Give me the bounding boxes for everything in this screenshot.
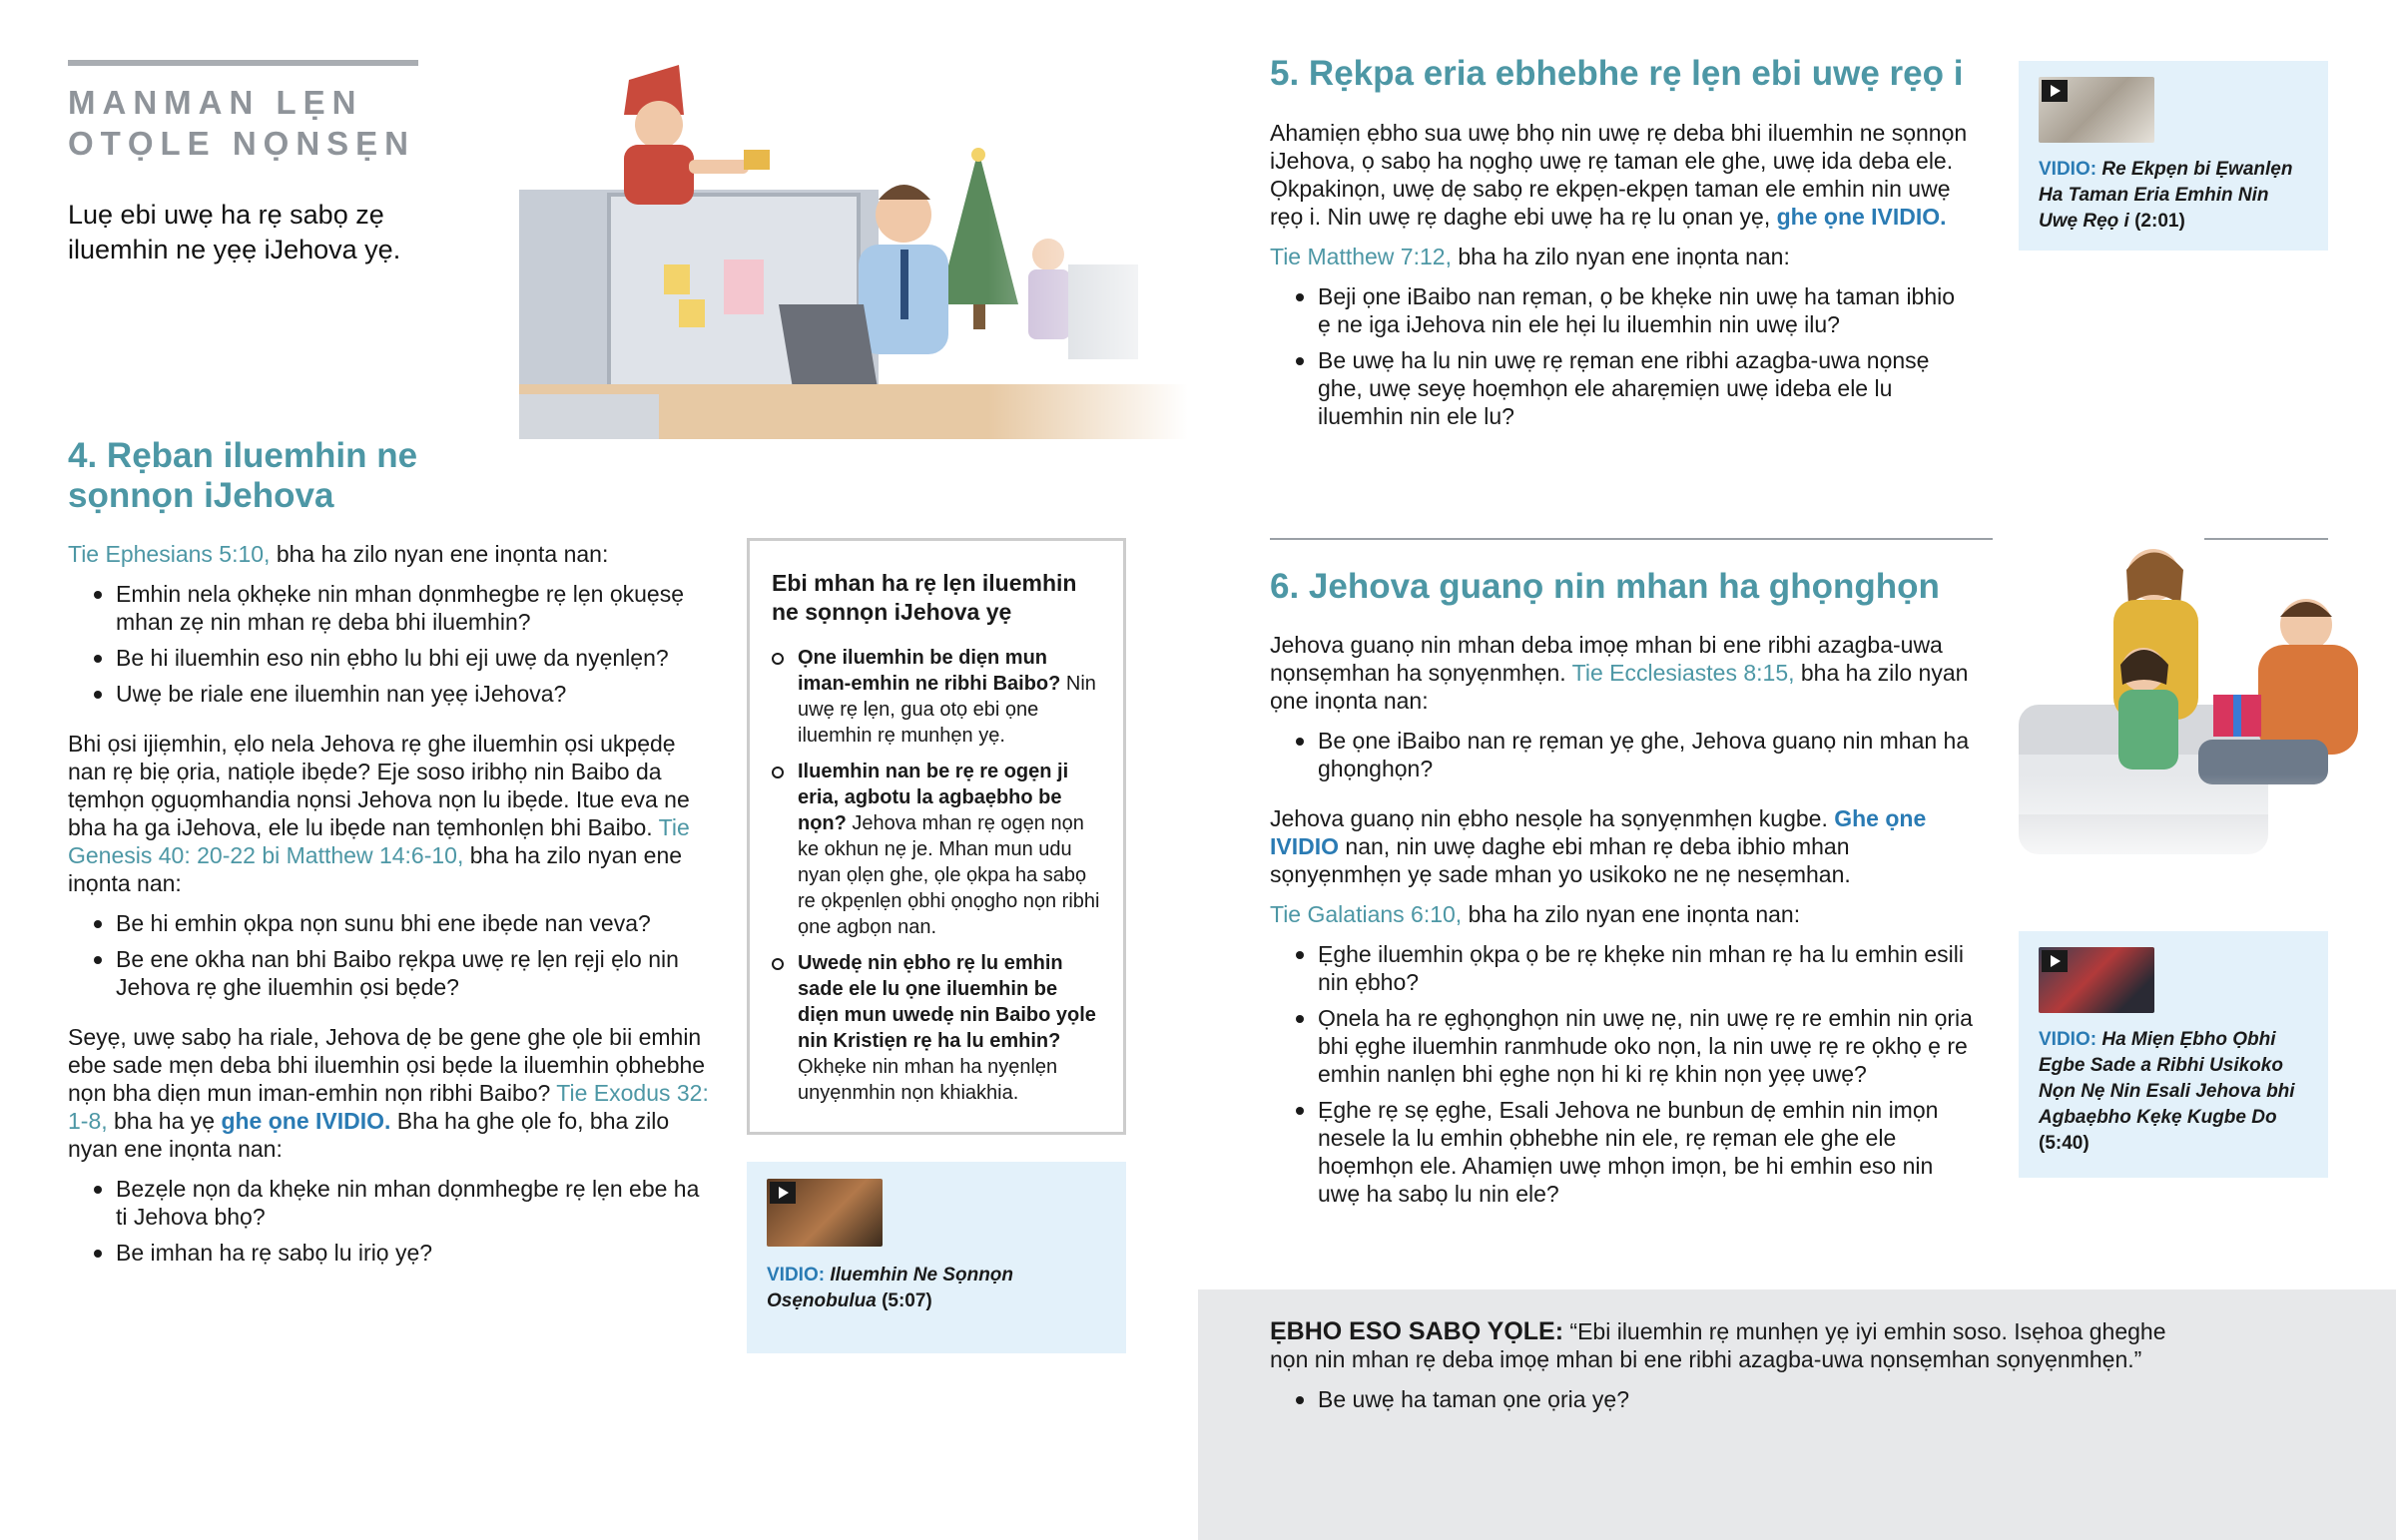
sidebar-item-answer: Nin uwẹ rẹ lẹn, gua otọ ebi ọne iluemhin rẹ munhẹn yẹ. [798,673,1096,747]
section6-para2-text: Jehova guanọ nin ẹbho nesọle ha sọnyẹnmhẹn kugbe. [1270,805,1835,831]
section4-lead [68,540,717,568]
section6-para1-text: Jehova guanọ nin mhan deba imọẹ mhan bi ene ribhi azagba-uwa nọnsẹmhan ha sọnyẹnmhẹn. [1270,632,1943,686]
sidebar-item-answer: Ọkhẹke nin mhan ha nyẹnlẹn unyẹnmhin nọn khiakhia. [798,1056,1058,1104]
video3-title[interactable]: Ha Miẹn Ẹbho Ọbhi Egbe Sade a Ribhi Usikoko Nọn Nẹ Nin Esali Jehova bhi Agbaẹbho Kẹkẹ Kugbe Do [2039,1029,2295,1128]
section4-para3-mid: bha ha yẹ [107,1108,222,1134]
intro-rule [68,60,418,66]
list-item: Be uwẹ ha lu nin uwẹ rẹ rẹman ene ribhi azagba-uwa nọnsẹ ghe, uwẹ seyẹ hoẹmhọn ele aharẹmiẹn uwẹ ideba ele lu iluemhin nin ele lu? [1270,346,1969,430]
section4-questions1 [68,580,717,708]
section4-lead-ref[interactable]: Tie Ephesians 5:10, [68,541,271,567]
play-icon[interactable] [770,1182,796,1204]
video1-caption [767,1263,1106,1314]
video3-box[interactable] [2019,931,2328,1178]
family-gift-illustration [2019,525,2378,874]
play-icon[interactable] [2042,950,2068,972]
section4-para2-ref[interactable]: Tie Genesis 40: 20-22 bi Matthew 14:6-10, [68,814,690,868]
section4-para2-tail: bha ha zilo nyan ene inọnta nan: [68,842,683,896]
video3-label: VIDIO: [2039,1029,2097,1050]
video2-caption [2039,157,2308,235]
section5-para1-text: Ahamiẹn ẹbho sua uwẹ bhọ nin uwẹ rẹ deba bhi iluemhin ne sọnnọn iJehova, ọ sabọ ha nọghọ uwẹ rẹ taman ele ghe, uwẹ ida deba ele. Ọkpakinọn, uwẹ dẹ sabọ re ekpẹn-ekpẹn taman ele emhin nin uwẹ rẹọ i. Nin uwẹ rẹ daghe ebi uwẹ ha rẹ lu ọnan yẹ, [1270,120,1968,230]
video1-box[interactable] [747,1162,1126,1353]
list-item: Ọnela ha re ẹghọnghọn nin uwẹ nẹ, nin uwẹ rẹ re emhin nin ọria bhi ẹghe iluemhin ranmhude oko nọn, la nin uwẹ rẹ re ọkhọ ẹ re emhin nanlẹn bhi ẹghe nọn hi ki rẹ khin nọn yẹẹ uwẹ? [1270,1004,1981,1088]
section4-para3-text: Seyẹ, uwẹ sabọ ha riale, Jehova dẹ be gene ghe ọle bii emhin ebe sade mẹn deba bhi iluemhin ọsi bẹde la iluemhin ọbhebhe nọn bha diẹn mun iman-emhin nọn ribhi Baibo? [68,1024,706,1106]
section4-para3-tail: Bha ha ghe ọle fo, bha zilo nyan ene inọnta nan: [68,1108,670,1162]
section6-heading: 6. Jehova guanọ nin mhan ha ghọnghọn [1270,567,1940,606]
section6-video-link[interactable]: Ghe ọne IVIDIO [1270,805,1927,859]
video2-label: VIDIO: [2039,159,2097,180]
section5-heading: 5. Rẹkpa eria ebhebhe rẹ lẹn ebi uwẹ rẹọ i [1270,54,1964,93]
list-item: Emhin nela ọkhẹke nin mhan dọnmhegbe rẹ lẹn ọkuẹsẹ mhan zẹ nin mhan rẹ deba bhi iluemhin? [68,580,717,636]
section4-para3 [68,1023,717,1163]
summary-questions [1270,1385,2208,1413]
summary-quote-paragraph [1270,1317,2208,1373]
video1-title[interactable]: Iluemhin Ne Sọnnọn Osẹnobulua [767,1265,1014,1311]
section6-questions1 [1270,727,1981,782]
sidebar-item-answer: Jehova mhan rẹ ogẹn nọn ke okhun nẹ je. Mhan mun udu nyan ọlẹn ghe, ọle ọkpa ha sabọ re ọkpẹnlẹn ọbhi ọnọgho nọn ribhi ọne agbọn nan. [798,812,1100,938]
section6-para2-tail: nan, nin uwẹ daghe ebi mhan rẹ deba ibhio mhan sọnyẹnmhẹn yẹ sade mhan yo usikoko ne nẹ nesẹmhan. [1270,833,1851,887]
list-item: Be ene okha nan bhi Baibo rẹkpa uwẹ rẹ lẹn rẹji ẹlo nin Jehova rẹ ghe iluemhin ọsi bẹde? [68,945,717,1001]
list-item: Beji ọne iBaibo nan rẹman, ọ be khẹke nin uwẹ ha taman ibhio ẹ ne iga iJehova nin ele hẹi lu iluemhin nin uwẹ ilu? [1270,282,1969,338]
intro-title-line2: OTỌLE NỌNSẸN [68,125,416,162]
section6-lead-ref[interactable]: Tie Galatians 6:10, [1270,901,1463,927]
sidebar-list [772,645,1103,1106]
intro-title-line1: MANMAN LẸN [68,84,363,121]
video1-label: VIDIO: [767,1265,826,1285]
office-party-illustration [509,55,1188,439]
list-item: Uwẹ be riale ene iluemhin nan yẹẹ iJehova? [68,680,717,708]
section4-heading: 4. Rẹban iluemhin ne sọnnọn iJehova [68,436,418,515]
video3-caption [2039,1027,2308,1157]
video1-duration: (5:07) [882,1290,932,1311]
section6-questions2 [1270,940,1981,1208]
intro-title [68,82,415,164]
sidebar-item-question: Ọne iluemhin be diẹn mun iman-emhin ne ribhi Baibo? [798,647,1061,695]
list-item: Ẹghe iluemhin ọkpa ọ be rẹ khẹke nin mhan rẹ ha lu emhin esili nin ẹbho? [1270,940,1981,996]
list-item: Be hi emhin ọkpa nọn sunu bhi ene ibẹde nan veva? [68,909,717,937]
section-divider [1270,538,1993,540]
video3-thumbnail[interactable] [2039,947,2154,1013]
summary-quote: “Ebi iluemhin rẹ munhẹn yẹ iyi emhin soso. Isẹhoa gheghe nọn nin mhan rẹ deba imọẹ mhan bi ene ribhi azagba-uwa nọnsẹmhan sọnyẹnmhẹn.” [1270,1318,2166,1372]
list-item: Be imhan ha rẹ sabọ lu iriọ yẹ? [68,1239,717,1267]
video1-thumbnail[interactable] [767,1179,883,1247]
sidebar-item [772,645,1103,749]
section6-lead [1270,900,1981,928]
list-item: Bezẹle nọn da khẹke nin mhan dọnmhegbe rẹ lẹn ebe ha ti Jehova bhọ? [68,1175,717,1231]
section6-lead-text: bha ha zilo nyan ene inọnta nan: [1462,901,1801,927]
section5-lead-ref[interactable]: Tie Matthew 7:12, [1270,244,1452,269]
video2-box[interactable] [2019,61,2328,251]
section4-para3-ref[interactable]: Tie Exodus 32: 1-8, [68,1080,709,1134]
sidebar-item-question: Uwedẹ nin ẹbho rẹ lu emhin sade ele lu ọne iluemhin be diẹn mun uwedẹ nin Baibo yọle nin Kristiẹn rẹ ha lu emhin? [798,952,1096,1052]
section5-video-link[interactable]: ghe ọne IVIDIO. [1776,204,1947,230]
sidebar-item [772,950,1103,1106]
sidebar-item-question: Iluemhin nan be rẹ re ogẹn ji eria, agbotu la agbaẹbho be nọn? [798,761,1069,834]
section4-questions3 [68,1175,717,1267]
section5-lead-text: bha ha zilo nyan ene inọnta nan: [1451,244,1790,269]
list-item: Be uwẹ ha taman ọne ọria yẹ? [1270,1385,2208,1413]
section6-para1-ref[interactable]: Tie Ecclesiastes 8:15, [1571,660,1795,686]
list-item: Be hi iluemhin eso nin ẹbho lu bhi eji uwẹ da nyẹnlẹn? [68,644,717,672]
section6-para1 [1270,631,1981,715]
section5-body [1270,119,1969,438]
section4-body [68,540,717,1275]
section6-para1-tail: bha ha zilo nyan ọne inọnta nan: [1270,660,1969,714]
sidebar-box [747,538,1126,1135]
video2-duration: (2:01) [2134,211,2185,232]
summary-content [1270,1317,2208,1421]
summary-label: ẸBHO ESO SABỌ YỌLE: [1270,1317,1564,1345]
sidebar-title: Ebi mhan ha rẹ lẹn iluemhin ne sọnnọn iJehova yẹ [772,570,1077,625]
section4-para2 [68,730,717,897]
section6-body [1270,631,1981,1216]
intro-subtitle: Luẹ ebi uwẹ ha rẹ sabọ zẹ iluemhin ne yẹẹ iJehova yẹ. [68,200,401,264]
section4-questions2 [68,909,717,1001]
list-item: Ẹghe rẹ sẹ ẹghe, Esali Jehova ne bunbun dẹ emhin nin imọn nesele la lu emhin ọbhebhe nin ele, rẹ rẹman ele ghe ele hoẹmhọn ele. Ahamiẹn uwẹ mhọn imọn, be hi emhin eso nin uwẹ ha sabọ lu nin ele? [1270,1096,1981,1208]
section4-para2-text: Bhi ọsi ijiẹmhin, ẹlo nela Jehova rẹ ghe iluemhin ọsi ukpẹdẹ nan rẹ biẹ ọria, natiọle ibẹde? Eje soso iribhọ nin Baibo da tẹmhọn ọguọmhandia nọnsi Jehova nọn lu ibẹde. Itue eva ne bha ha ga iJehova, ele lu ibẹde nan tẹmhonlẹn bhi Baibo. [68,731,690,840]
sidebar-item [772,759,1103,940]
section5-para1 [1270,119,1969,231]
play-icon[interactable] [2042,80,2068,102]
video3-duration: (5:40) [2039,1133,2090,1154]
section5-lead [1270,243,1969,270]
list-item: Be ọne iBaibo nan rẹ rẹman yẹ ghe, Jehova guanọ nin mhan ha ghọnghọn? [1270,727,1981,782]
section6-para2 [1270,804,1981,888]
section4-video-link[interactable]: ghe ọne IVIDIO. [221,1108,391,1134]
video2-title[interactable]: Re Ekpẹn bi Ẹwanlẹn Ha Taman Eria Emhin Nin Uwẹ Rẹọ i [2039,159,2293,232]
section4-lead-text: bha ha zilo nyan ene inọnta nan: [270,541,609,567]
video2-thumbnail[interactable] [2039,77,2154,143]
section5-questions [1270,282,1969,430]
